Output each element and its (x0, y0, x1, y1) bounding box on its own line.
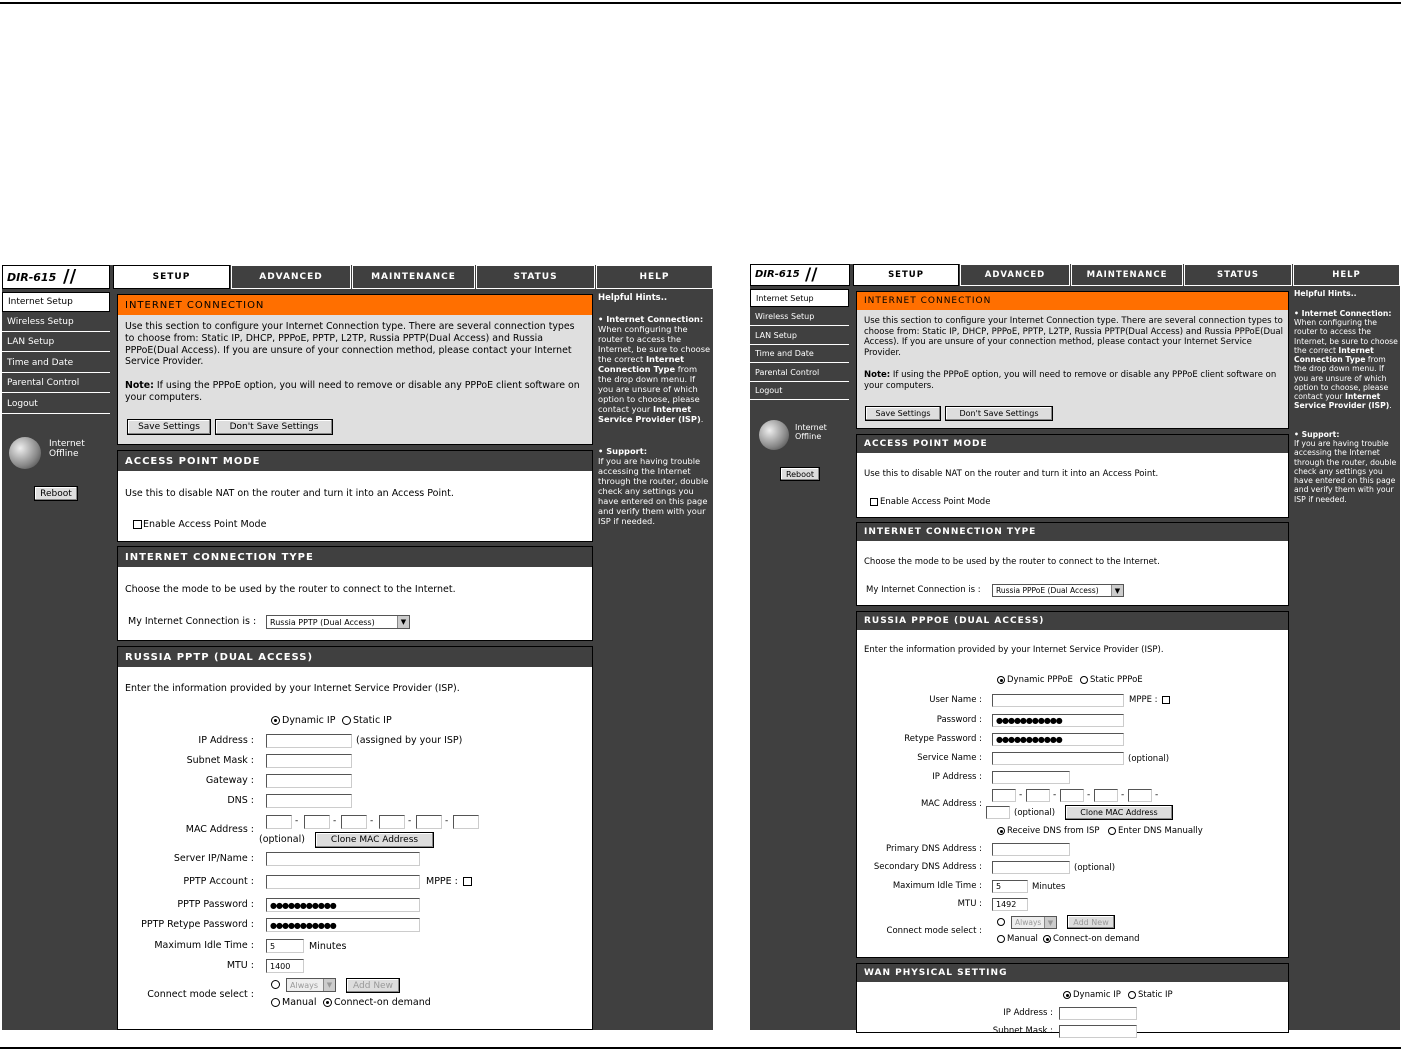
max-idle-time-label: Maximum Idle Time : (154, 940, 254, 951)
manual-radio[interactable] (997, 935, 1005, 943)
sidebar-item-wireless-setup[interactable]: Wireless Setup (750, 307, 849, 326)
wan-static-ip-radio[interactable] (1128, 991, 1136, 999)
pptp-retype-password-input[interactable]: ●●●●●●●●●●● (266, 918, 420, 932)
service-name-input[interactable] (992, 752, 1124, 765)
bullet-icon: • (598, 314, 607, 324)
sidebar-item-time-and-date[interactable]: Time and Date (2, 353, 110, 373)
bullet-icon: • (598, 446, 607, 456)
mac-address-label: MAC Address : (920, 799, 982, 809)
mac-separator: - (1155, 790, 1159, 800)
service-name-label: Service Name : (917, 753, 982, 763)
help-text-1d: Internet Service Provider (ISP) (598, 403, 701, 424)
internet-connection-type-panel (117, 546, 593, 641)
wan-dynamic-ip-radio[interactable] (1063, 991, 1071, 999)
user-name-input[interactable] (992, 694, 1124, 707)
max-idle-time-input[interactable]: 5 (992, 880, 1028, 893)
help-support (1294, 430, 1399, 504)
mac-separator: - (1053, 790, 1057, 800)
help-text-1e: . (700, 413, 704, 424)
help-text-1c: from the drop down menu. If you are unsure of which option to choose, please contact your (598, 363, 700, 414)
reboot-button[interactable]: Reboot (34, 486, 78, 501)
dynamic-ip-radio[interactable] (271, 716, 280, 725)
panel-title: WAN PHYSICAL SETTING (857, 964, 1288, 982)
mac-address-label: MAC Address : (185, 824, 254, 835)
wan-physical-setting-panel (856, 963, 1289, 1036)
enable-ap-mode-checkbox[interactable] (133, 520, 142, 529)
sidebar-item-parental-control[interactable]: Parental Control (750, 363, 849, 382)
panel-description: Use this section to configure your Internet Connection type. There are several connection types to choose from: Static IP, DHCP, PPPoE, PPTP, L2TP, Russia PPTP(Dual Access) and Russia PPPoE(Dual Access). If you are unsure of your connection method, please contact your Internet Service Provider. (864, 316, 1283, 358)
sidebar-item-lan-setup[interactable]: LAN Setup (2, 332, 110, 352)
secondary-dns-optional-note: (optional) (1074, 863, 1116, 873)
note-label: Note: (864, 370, 891, 380)
panel-description: Enter the information provided by your Internet Service Provider (ISP). (125, 683, 460, 694)
wan-ip-address-input[interactable] (1059, 1007, 1137, 1020)
sidebar-item-internet-setup[interactable]: Internet Setup (750, 289, 849, 307)
minutes-label: Minutes (309, 941, 347, 952)
sidebar (2, 289, 112, 1030)
static-ip-label: Static IP (353, 715, 392, 726)
mac-octet-2-input[interactable] (1026, 789, 1050, 802)
help-paragraph-2: If you are having trouble accessing the Internet through the router, double check any settings you have entered on this page and verify them with your ISP if needed. (598, 455, 709, 526)
chevron-down-icon: ▼ (1111, 585, 1123, 596)
connection-type-value: Russia PPPoE (Dual Access) (996, 586, 1099, 595)
manual-label: Manual (282, 997, 317, 1008)
pptp-retype-password-label: PPTP Retype Password : (141, 919, 254, 930)
panel-title: INTERNET CONNECTION TYPE (118, 547, 592, 567)
mppe-checkbox[interactable] (1162, 696, 1170, 704)
mac-octet-3-input[interactable] (1060, 789, 1084, 802)
note-label: Note: (125, 380, 154, 391)
always-radio[interactable] (997, 918, 1005, 926)
ip-address-label: IP Address : (932, 772, 982, 782)
always-value: Always (1015, 918, 1042, 927)
top-rule (0, 2, 1401, 4)
sidebar-item-logout[interactable]: Logout (2, 394, 110, 414)
help-heading-1: Internet Connection: (606, 314, 704, 324)
pppoe-note (125, 380, 585, 404)
bottom-rule (0, 1047, 1401, 1049)
mtu-label: MTU : (226, 960, 254, 971)
gateway-input[interactable] (266, 774, 352, 788)
connect-on-demand-radio[interactable] (323, 998, 332, 1007)
logo-slash-icon: // (805, 265, 818, 285)
panel-title: INTERNET CONNECTION TYPE (857, 523, 1288, 541)
panel-title: ACCESS POINT MODE (857, 435, 1288, 453)
internet-globe-icon (9, 437, 41, 469)
help-heading-1: Internet Connection: (1301, 309, 1392, 318)
tab-setup[interactable]: SETUP (113, 265, 230, 289)
sidebar-item-time-and-date[interactable]: Time and Date (750, 345, 849, 363)
enter-dns-manually-label: Enter DNS Manually (1118, 826, 1203, 836)
help-internet-connection (598, 315, 712, 424)
panel-description: Use this section to configure your Internet Connection type. There are several connection types to choose from: Static IP, DHCP, PPPoE, PPTP, L2TP, Russia PPTP(Dual Access) and Russia PPPoE(Dual Access). If you are unsure of your connection method, please contact your Internet Service Provider. (125, 321, 575, 368)
mac-octet-1-input[interactable] (992, 789, 1016, 802)
help-text-1c: from the drop down menu. If you are unsure of which option to choose, please contact your (1294, 355, 1389, 402)
mac-octet-4-input[interactable] (379, 815, 405, 829)
sidebar-item-wireless-setup[interactable]: Wireless Setup (2, 312, 110, 332)
save-settings-button[interactable]: Save Settings (127, 419, 211, 435)
wan-dynamic-ip-label: Dynamic IP (1073, 990, 1121, 1000)
max-idle-time-input[interactable]: 5 (266, 939, 304, 953)
mtu-label: MTU : (957, 899, 982, 909)
tab-help[interactable]: HELP (596, 265, 713, 289)
reboot-button[interactable]: Reboot (780, 467, 820, 481)
bullet-icon: • (1294, 430, 1302, 439)
help-text-1d: Internet Service Provider (ISP) (1294, 392, 1390, 411)
connection-type-label: My Internet Connection is : (866, 585, 981, 595)
help-heading-2: Support: (606, 446, 648, 456)
sidebar-item-logout[interactable]: Logout (750, 382, 849, 400)
clone-mac-address-button[interactable]: Clone MAC Address (315, 832, 434, 848)
help-text-1e: . (1389, 401, 1392, 411)
mac-separator: - (1087, 790, 1091, 800)
minutes-label: Minutes (1032, 882, 1066, 892)
connect-on-demand-label: Connect-on demand (1053, 934, 1140, 944)
manual-label: Manual (1007, 934, 1038, 944)
panel-description: Use this to disable NAT on the router and turn it into an Access Point. (125, 488, 454, 499)
panel-description: Enter the information provided by your Internet Service Provider (ISP). (864, 645, 1164, 655)
secondary-dns-input[interactable] (992, 861, 1070, 874)
help-heading-internet-connection (1294, 309, 1399, 318)
save-settings-button[interactable]: Save Settings (865, 406, 941, 421)
connect-on-demand-radio[interactable] (1043, 935, 1051, 943)
logo-slash-icon: // (63, 266, 77, 287)
internet-connection-panel (856, 291, 1289, 429)
receive-dns-label: Receive DNS from ISP (1007, 826, 1100, 836)
mppe-label: MPPE : (426, 876, 458, 887)
add-new-button[interactable]: Add New (346, 978, 400, 993)
help-paragraph-1 (598, 325, 712, 425)
internet-connection-panel (117, 294, 593, 445)
dns-input[interactable] (266, 794, 352, 808)
mac-separator: - (408, 816, 412, 826)
primary-dns-input[interactable] (992, 843, 1070, 856)
ip-address-label: IP Address : (198, 735, 254, 746)
tab-status[interactable]: STATUS (1184, 264, 1292, 286)
mppe-label: MPPE : (1129, 695, 1158, 705)
mac-octet-6-input[interactable] (453, 815, 479, 829)
pptp-account-input[interactable] (266, 875, 420, 889)
always-radio[interactable] (271, 980, 280, 989)
panel-description: Use this to disable NAT on the router and turn it into an Access Point. (864, 469, 1159, 479)
panel-description: Choose the mode to be used by the router to connect to the Internet. (864, 557, 1160, 567)
tab-advanced[interactable]: ADVANCED (960, 264, 1070, 286)
static-ip-radio[interactable] (342, 716, 351, 725)
dlink-logo (2, 265, 110, 289)
always-value: Always (290, 980, 319, 990)
tab-advanced[interactable]: ADVANCED (231, 265, 351, 289)
wan-ip-address-label: IP Address : (1003, 1008, 1053, 1018)
retype-password-input[interactable]: ●●●●●●●●●●● (992, 733, 1124, 746)
sidebar-item-lan-setup[interactable]: LAN Setup (750, 326, 849, 345)
dynamic-pppoe-radio[interactable] (997, 676, 1005, 684)
helpful-hints-column (1293, 288, 1400, 1030)
primary-dns-label: Primary DNS Address : (886, 844, 982, 854)
enter-dns-manually-radio[interactable] (1108, 827, 1116, 835)
always-select[interactable] (286, 978, 336, 992)
wan-subnet-mask-input[interactable] (1059, 1025, 1137, 1038)
manual-radio[interactable] (271, 998, 280, 1007)
password-label: Password : (936, 715, 982, 725)
connection-type-select[interactable] (266, 615, 410, 629)
sidebar-item-internet-setup[interactable]: Internet Setup (2, 292, 110, 312)
server-ip-input[interactable] (266, 852, 420, 866)
secondary-dns-label: Secondary DNS Address : (873, 862, 982, 872)
connect-on-demand-label: Connect-on demand (334, 997, 431, 1008)
mac-separator: - (1121, 790, 1125, 800)
panel-description: Choose the mode to be used by the router to connect to the Internet. (125, 584, 456, 595)
note-text: If using the PPPoE option, you will need to remove or disable any PPPoE client software on your computers. (864, 370, 1277, 391)
mac-octet-4-input[interactable] (1094, 789, 1118, 802)
mac-separator: - (445, 816, 449, 826)
assigned-by-isp-note: (assigned by your ISP) (356, 735, 463, 746)
help-internet-connection (1294, 309, 1399, 411)
mac-octet-6-input[interactable] (986, 806, 1010, 819)
mac-separator: - (370, 816, 374, 826)
left-router-screen (2, 265, 713, 1030)
tab-maintenance[interactable]: MAINTENANCE (1071, 264, 1183, 286)
russia-pppoe-panel (856, 611, 1289, 958)
subnet-mask-input[interactable] (266, 754, 352, 768)
service-optional-note: (optional) (1128, 754, 1170, 764)
helpful-hints-column (597, 291, 713, 1030)
static-pppoe-radio[interactable] (1080, 676, 1088, 684)
panel-title: INTERNET CONNECTION (118, 295, 592, 315)
connect-mode-label: Connect mode select : (147, 989, 254, 1000)
add-new-button[interactable]: Add New (1067, 915, 1115, 929)
right-router-screen (750, 264, 1400, 1036)
mac-octet-1-input[interactable] (266, 815, 292, 829)
dynamic-pppoe-label: Dynamic PPPoE (1007, 675, 1073, 685)
subnet-mask-label: Subnet Mask : (186, 755, 254, 766)
model-logo-text: DIR-615 (755, 269, 800, 280)
help-text-1b: Internet Connection Type (1294, 345, 1374, 365)
bullet-icon: • (1294, 309, 1302, 318)
panel-title: ACCESS POINT MODE (118, 451, 592, 471)
panel-title: RUSSIA PPTP (DUAL ACCESS) (118, 647, 592, 667)
internet-connection-type-panel (856, 522, 1289, 606)
help-text-1a: When configuring the router to access the Internet, be sure to choose the correct (598, 323, 711, 364)
mac-octet-3-input[interactable] (341, 815, 367, 829)
ip-address-input[interactable] (992, 771, 1070, 784)
help-heading-2: Support: (1301, 430, 1340, 439)
mac-octet-5-input[interactable] (416, 815, 442, 829)
wan-static-ip-label: Static IP (1138, 990, 1173, 1000)
dont-save-settings-button[interactable]: Don't Save Settings (945, 406, 1053, 421)
connect-mode-label: Connect mode select : (886, 926, 982, 936)
wan-subnet-mask-label: Subnet Mask : (992, 1026, 1053, 1036)
help-heading-support (1294, 430, 1399, 439)
ip-address-input[interactable] (266, 734, 352, 748)
user-name-label: User Name : (929, 695, 982, 705)
pppoe-note (864, 370, 1284, 391)
panel-title: INTERNET CONNECTION (857, 292, 1288, 310)
help-title: Helpful Hints.. (598, 293, 668, 303)
status-line-1: Internet (795, 423, 827, 432)
mac-octet-2-input[interactable] (304, 815, 330, 829)
help-paragraph-1 (1294, 318, 1399, 410)
sidebar (750, 286, 852, 1030)
mac-optional-note: (optional) (1014, 808, 1056, 818)
tab-help[interactable]: HELP (1293, 264, 1400, 286)
chevron-down-icon: ▼ (323, 979, 335, 991)
internet-status-text (795, 423, 827, 441)
status-line-2: Offline (49, 449, 79, 460)
sidebar-item-parental-control[interactable]: Parental Control (2, 373, 110, 393)
note-text: If using the PPPoE option, you will need to remove or disable any PPPoE client software on your computers. (125, 380, 580, 403)
retype-password-label: Retype Password : (904, 734, 982, 744)
mtu-input[interactable]: 1400 (266, 959, 304, 973)
gateway-label: Gateway : (205, 775, 254, 786)
dlink-logo (750, 264, 850, 286)
pptp-password-label: PPTP Password : (177, 899, 254, 910)
help-title: Helpful Hints.. (1294, 289, 1357, 298)
help-paragraph-2: If you are having trouble accessing the Internet through the router, double check any settings you have entered on this page and verify them with your ISP if needed. (1294, 439, 1397, 504)
internet-status-text (49, 439, 85, 460)
chevron-down-icon: ▼ (1044, 917, 1056, 928)
receive-dns-radio[interactable] (997, 827, 1005, 835)
enable-ap-mode-label: Enable Access Point Mode (143, 519, 267, 530)
connection-type-value: Russia PPTP (Dual Access) (270, 617, 375, 627)
always-select[interactable] (1011, 916, 1057, 929)
mac-separator: - (295, 816, 299, 826)
access-point-mode-panel (117, 450, 593, 542)
tab-status[interactable]: STATUS (476, 265, 595, 289)
max-idle-time-label: Maximum Idle Time : (892, 881, 982, 891)
mac-optional-note: (optional) (259, 834, 305, 845)
chevron-down-icon: ▼ (397, 616, 409, 628)
russia-pptp-panel (117, 646, 593, 1030)
help-text-1b: Internet Connection Type (598, 353, 685, 374)
mppe-checkbox[interactable] (463, 877, 472, 886)
password-input[interactable]: ●●●●●●●●●●● (992, 714, 1124, 727)
top-nav-bar (750, 264, 1400, 286)
panel-title: RUSSIA PPPOE (DUAL ACCESS) (857, 612, 1288, 630)
pptp-account-label: PPTP Account : (183, 876, 254, 887)
connection-type-label: My Internet Connection is : (128, 616, 257, 627)
pptp-password-input[interactable]: ●●●●●●●●●●● (266, 898, 420, 912)
mtu-input[interactable]: 1492 (992, 898, 1028, 911)
help-text-1a: When configuring the router to access the Internet, be sure to choose the correct (1294, 318, 1398, 355)
static-pppoe-label: Static PPPoE (1090, 675, 1143, 685)
clone-mac-address-button[interactable]: Clone MAC Address (1065, 805, 1173, 820)
access-point-mode-panel (856, 434, 1289, 518)
connection-type-select[interactable] (992, 584, 1124, 597)
dynamic-ip-label: Dynamic IP (282, 715, 336, 726)
status-line-1: Internet (49, 439, 85, 449)
mac-separator: - (333, 816, 337, 826)
tab-setup[interactable]: SETUP (853, 264, 959, 286)
dns-label: DNS : (227, 795, 254, 806)
top-nav-bar (2, 265, 713, 289)
model-logo-text: DIR-615 (7, 271, 57, 284)
enable-ap-mode-label: Enable Access Point Mode (880, 497, 991, 507)
internet-globe-icon (759, 420, 789, 450)
status-line-2: Offline (795, 432, 822, 442)
help-support (598, 447, 712, 527)
mac-separator: - (1019, 790, 1023, 800)
mac-octet-5-input[interactable] (1128, 789, 1152, 802)
enable-ap-mode-checkbox[interactable] (870, 498, 878, 506)
dont-save-settings-button[interactable]: Don't Save Settings (215, 419, 333, 435)
server-ip-label: Server IP/Name : (173, 853, 254, 864)
tab-maintenance[interactable]: MAINTENANCE (352, 265, 475, 289)
